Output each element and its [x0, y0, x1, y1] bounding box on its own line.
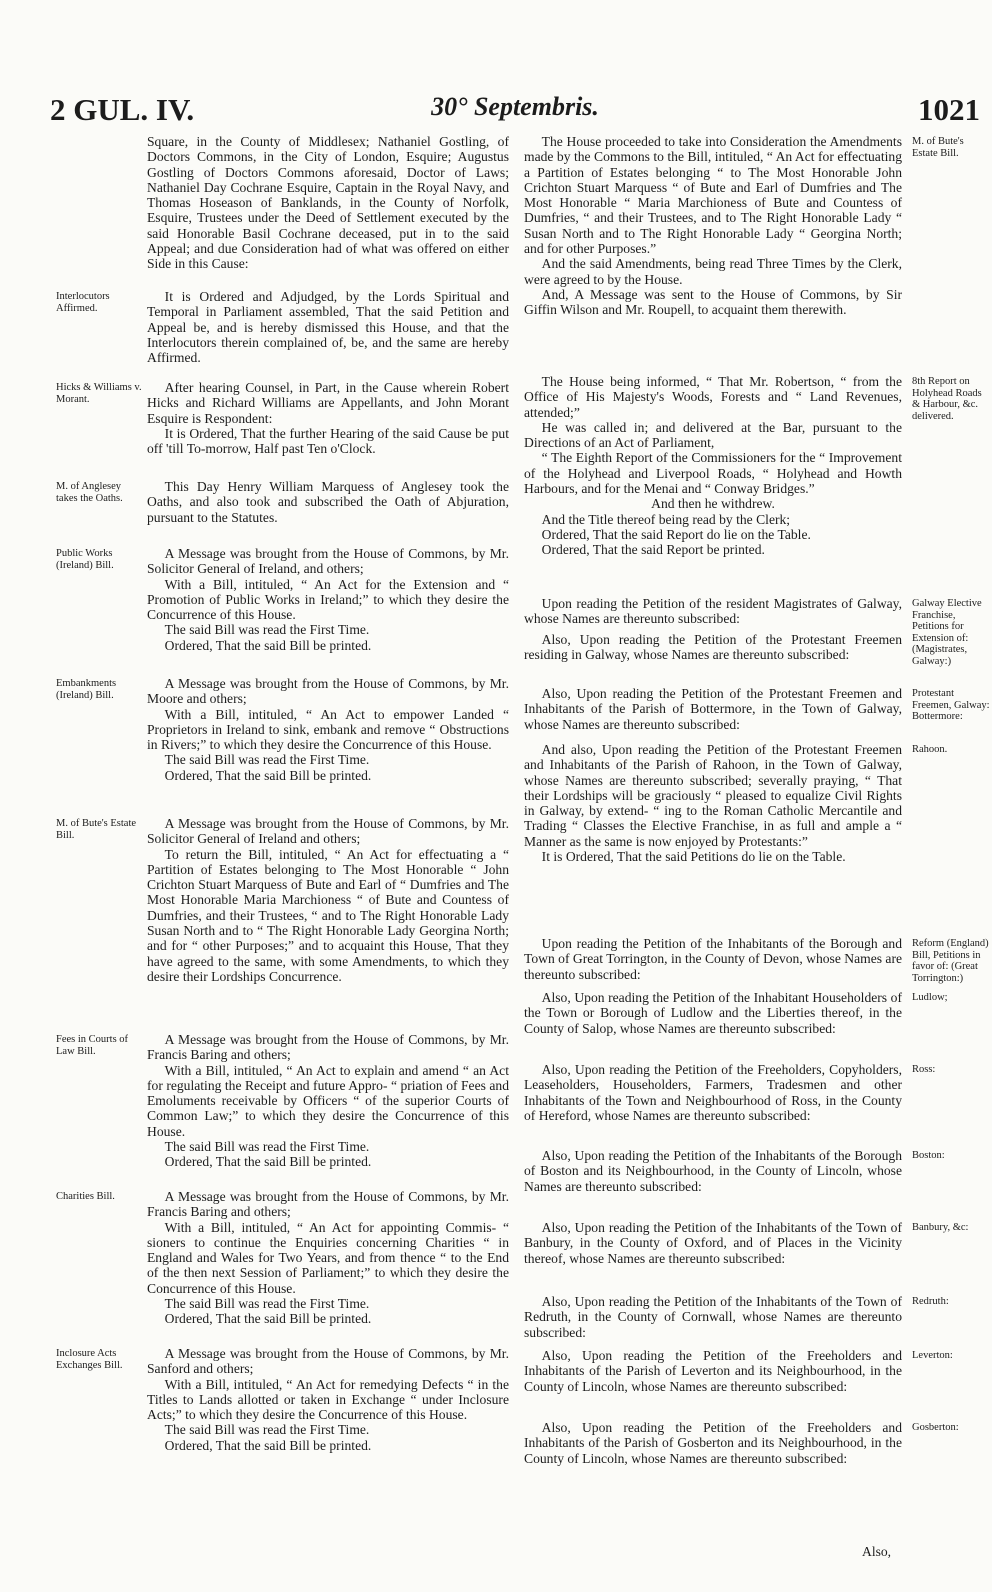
marginal-note: Inclosure Acts Exchanges Bill.	[56, 1348, 123, 1371]
entry-paragraph: The said Bill was read the First Time.	[164, 622, 370, 638]
entry-paragraph: And, A Message was sent to the House of Commons, by Sir Giffin Wilson and Mr. Roupell, to acquaint them therewith.	[524, 286, 902, 318]
entry-paragraph: After hearing Counsel, in Part, in the Cause wherein Robert Hicks and Richard Williams are Appellants, and John Morant Esquire is Respondent:	[147, 380, 509, 426]
entry-paragraph: Ordered, That the said Bill be printed.	[164, 1311, 372, 1327]
entry-paragraph: And then he withdrew.	[651, 496, 775, 512]
entry-paragraph: A Message was brought from the House of Commons, by Mr. Moore and others;	[147, 676, 509, 707]
entry-paragraph: Also, Upon reading the Petition of the Freeholders and Inhabitants of the Parish of Gosberton and its Neighbourhood, in the County of Lincoln, whose Names are thereunto subscribed:	[524, 1420, 902, 1466]
entry-paragraph: With a Bill, intituled, “ An Act for appointing Commis- “ sioners to continue the Enquiries concerning Charities “ in England and Wales for Two Years, and from thence “ to the End of the then next Session of Parliament;” to which they desire the Concurrence of this House.	[147, 1219, 509, 1296]
entry-paragraph: With a Bill, intituled, “ An Act to empower Landed “ Proprietors in Ireland to sink, embank and remove “ Obstructions in Rivers;” to which they desire the Concurrence of this House.	[147, 706, 509, 753]
catchword: Also,	[862, 1544, 892, 1559]
entry-paragraph: And the Title thereof being read by the Clerk;	[541, 511, 791, 527]
entry	[147, 289, 509, 365]
entry-paragraph: Also, Upon reading the Petition of the Inhabitants of the Town of Redruth, in the County of Cornwall, whose Names are thereunto subscribed:	[524, 1294, 902, 1340]
entry	[524, 990, 902, 1036]
entry-paragraph: The House being informed, “ That Mr. Robertson, “ from the Office of His Majesty's Woods, Forests and “ Land Revenues, attended;”	[524, 374, 902, 420]
entry-paragraph: Ordered, That the said Bill be printed.	[164, 1437, 372, 1453]
entry-paragraph: Ordered, That the said Bill be printed.	[164, 637, 372, 653]
marginal-note: M. of Anglesey takes the Oaths.	[56, 481, 123, 504]
entry	[147, 1189, 509, 1327]
entry-paragraph: Also, Upon reading the Petition of the Inhabitants of the Borough of Boston and its Neighbourhood, in the County of Lincoln, whose Names are thereunto subscribed:	[524, 1148, 902, 1194]
entry	[147, 816, 509, 984]
entry-paragraph: Also, Upon reading the Petition of the Inhabitant Householders of the Town or Borough of Ludlow and the Liberties thereof, in the County of Salop, whose Names are thereunto subscribed:	[524, 990, 902, 1036]
entry	[524, 1420, 902, 1466]
marginal-note: Ross:	[912, 1064, 936, 1075]
entry-paragraph: It is Ordered, That the said Petitions do lie on the Table.	[541, 849, 846, 865]
entry-paragraph: Ordered, That the said Bill be printed.	[164, 767, 372, 783]
entry-paragraph: The said Bill was read the First Time.	[164, 752, 370, 768]
marginal-note: Interlocutors Affirmed.	[56, 291, 110, 314]
entry-paragraph: Also, Upon reading the Petition of the Protestant Freemen residing in Galway, whose Names are thereunto subscribed:	[524, 632, 902, 663]
marginal-note: Leverton:	[912, 1350, 953, 1361]
marginal-note: M. of Bute's Estate Bill.	[56, 818, 137, 841]
running-header	[50, 92, 980, 126]
entry	[524, 1062, 902, 1123]
marginal-note: Reform (England) Bill, Petitions in favor of: (Great Torrington:)	[912, 938, 989, 984]
entry	[147, 1346, 509, 1453]
entry-paragraph: Also, Upon reading the Petition of the Freeholders and Inhabitants of the Parish of Leverton and its Neighbourhood, in the County of Lincoln, whose Names are thereunto subscribed:	[524, 1348, 902, 1394]
entry	[524, 1220, 902, 1266]
marginal-note: Galway Elective Franchise, Petitions for Extension of: (Magistrates, Galway:)	[912, 598, 982, 667]
entry-paragraph: Ordered, That the said Report be printed.	[541, 542, 765, 558]
entry-paragraph: With a Bill, intituled, “ An Act to explain and amend “ an Act for regulating the Receipt and future Appro- “ priation of Fees and Emoluments receivable by Officers “ of the superior Courts of Common Law;” to which they desire the Concurrence of this House.	[147, 1062, 509, 1139]
entry	[524, 936, 902, 982]
marginal-note: Rahoon.	[912, 744, 948, 755]
entry-paragraph: Ordered, That the said Report do lie on the Table.	[541, 526, 811, 542]
entry-paragraph: A Message was brought from the House of Commons, by Mr. Sanford and others;	[147, 1346, 509, 1377]
date-heading: 30° Septembris.	[431, 92, 599, 121]
entry-paragraph: The said Bill was read the First Time.	[164, 1139, 370, 1155]
entry-paragraph: Upon reading the Petition of the Inhabitants of the Borough and Town of Great Torrington, in the County of Devon, whose Names are thereunto subscribed:	[524, 936, 903, 982]
entry-paragraph: The House proceeded to take into Consideration the Amendments made by the Commons to the Bill, intituled, “ An Act for effectuating a Partition of Estates belonging “ to The Most Honorable John Crichton Stuart Marquess “ of Bute and Earl of Dumfries and The Most Honorable “ Maria Marchioness of Bute and Countess of Dumfries, “ and their Trustees, and to The Right Honorable Lady “ Susan North and to The Right Honorable Lady “ Georgina North; and for other Purposes.”	[524, 134, 902, 257]
entry-paragraph: It is Ordered and Adjudged, by the Lords Spiritual and Temporal in Parliament assembled, That the said Petition and Appeal be, and is hereby dismissed this House, and that the Interlocutors therein complained of, be, and the same are hereby Affirmed.	[147, 289, 509, 366]
entry-paragraph: Square, in the County of Middlesex; Nathaniel Gostling, of Doctors Commons, in the City of London, Esquire; Augustus Gostling of Doctors Commons aforesaid, Doctor of Laws; Nathaniel Day Cochrane Esquire, Captain in the Royal Navy, and Thomas Hoseason of Banklands, in the County of Norfolk, Esquire, Trustees under the Deed of Settlement executed by the said Honorable Basil Cochrane deceased, put in to the said Appeal; and due Consideration had of what was offered on either Side in this Cause:	[147, 134, 509, 272]
marginal-note: Embankments (Ireland) Bill.	[56, 678, 117, 701]
entry-paragraph: He was called in; and delivered at the Bar, pursuant to the Directions of an Act of Parliament,	[524, 419, 902, 451]
entry-paragraph: The said Bill was read the First Time.	[164, 1296, 370, 1312]
entry-paragraph: Also, Upon reading the Petition of the Freeholders, Copyholders, Leaseholders, Householders, Farmers, Tradesmen and other Inhabitants of the Town and Neighbourhood of Ross, in the County of Hereford, whose Names are thereunto subscribed:	[524, 1062, 902, 1123]
regnal-year: 2 GUL. IV.	[50, 92, 195, 127]
entry	[147, 134, 509, 272]
marginal-note: Gosberton:	[912, 1422, 959, 1433]
entry	[524, 374, 902, 558]
entry-paragraph: To return the Bill, intituled, “ An Act for effectuating a “ Partition of Estates belonging to The Most Honorable “ John Crichton Stuart Marquess of Bute and Earl of “ Dumfries and The Most Honorable Maria Marchioness “ of Bute and Countess of Dumfries, and their Trustees, “ and to The Right Honorable Lady Susan North and to “ The Right Honorable Lady Georgina North; and for “ other Purposes;” and to acquaint this House, That they have agreed to the same, with some Amendments, to which they desire their Lordships Concurrence.	[147, 846, 509, 984]
entry-paragraph: A Message was brought from the House of Commons, by Mr. Francis Baring and others;	[147, 1189, 509, 1220]
entry-paragraph: With a Bill, intituled, “ An Act for the Extension and “ Promotion of Public Works in Ireland;” to which they desire the Concurrence of this House.	[147, 576, 509, 623]
entry-paragraph: This Day Henry William Marquess of Anglesey took the Oaths, and also took and subscribed the Oath of Abjuration, pursuant to the Statutes.	[147, 479, 509, 525]
entry-paragraph: Also, Upon reading the Petition of the Inhabitants of the Town of Banbury, in the County of Oxford, and of Places in the Vicinity thereof, whose Names are thereunto subscribed:	[524, 1220, 902, 1266]
entry	[524, 1148, 902, 1194]
entry-paragraph: With a Bill, intituled, “ An Act for remedying Defects “ in the Titles to Lands allotted or taken in Exchange “ under Inclosure Acts;” to which they desire the Concurrence of this House.	[147, 1376, 509, 1423]
marginal-note: M. of Bute's Estate Bill.	[912, 136, 964, 159]
entry-paragraph: The said Bill was read the First Time.	[164, 1422, 370, 1438]
entry	[147, 479, 509, 525]
entry-paragraph: Upon reading the Petition of the resident Magistrates of Galway, whose Names are thereunto subscribed:	[524, 596, 902, 627]
entry-paragraph: Ordered, That the said Bill be printed.	[164, 1154, 372, 1170]
entry-paragraph: A Message was brought from the House of Commons, by Mr. Solicitor General of Ireland, and others;	[147, 546, 509, 577]
entry-paragraph: And also, Upon reading the Petition of the Protestant Freemen and Inhabitants of the Parish of Rahoon, in the Town of Galway, whose Names are thereunto subscribed; severally praying, “ That their Lordships will be graciously “ pleased to equalize Civil Rights in Galway, by extend- “ ing to the Roman Catholic Mercantile and Trading “ Classes the Elective Franchise, in as full and ample a “ Manner as the same is now enjoyed by Protestants:”	[524, 742, 902, 849]
entry-paragraph: Also, Upon reading the Petition of the Protestant Freemen and Inhabitants of the Parish of Bottermore, in the Town of Galway, whose Names are thereunto subscribed:	[524, 686, 902, 732]
entry	[524, 742, 902, 864]
entry	[524, 1294, 902, 1340]
entry	[147, 380, 509, 456]
marginal-note: Protestant Freemen, Galway: Bottermore:	[912, 688, 990, 723]
entry	[524, 686, 902, 732]
marginal-note: Charities Bill.	[56, 1191, 115, 1202]
entry	[524, 1348, 902, 1394]
entry	[524, 632, 902, 663]
marginal-note: Boston:	[912, 1150, 945, 1161]
marginal-note: 8th Report on Holyhead Roads & Harbour, &c. delivered.	[912, 376, 982, 422]
marginal-note: Banbury, &c:	[912, 1222, 969, 1233]
marginal-note: Redruth:	[912, 1296, 949, 1307]
entry-paragraph: A Message was brought from the House of Commons, by Mr. Francis Baring and others;	[147, 1032, 509, 1063]
entry-paragraph: It is Ordered, That the further Hearing of the said Cause be put off 'till To-morrow, Half past Ten o'Clock.	[147, 425, 509, 457]
marginal-note: Fees in Courts of Law Bill.	[56, 1034, 129, 1057]
marginal-note: Ludlow;	[912, 992, 948, 1003]
entry	[147, 1032, 509, 1170]
marginal-note: Hicks & Williams v. Morant.	[56, 382, 142, 405]
entry	[147, 676, 509, 783]
marginal-note: Public Works (Ireland) Bill.	[56, 548, 114, 571]
entry-paragraph: A Message was brought from the House of Commons, by Mr. Solicitor General of Ireland and others;	[147, 816, 509, 847]
entry	[147, 546, 509, 653]
page-number: 1021	[918, 92, 980, 127]
entry-paragraph: And the said Amendments, being read Three Times by the Clerk, were agreed to by the House.	[524, 256, 902, 287]
entry-paragraph: “ The Eighth Report of the Commissioners for the “ Improvement of the Holyhead and Liverpool Roads, “ Holyhead and Howth Harbours, and for the Menai and “ Conway Bridges.”	[524, 450, 902, 497]
entry	[524, 596, 902, 627]
entry	[524, 134, 902, 318]
